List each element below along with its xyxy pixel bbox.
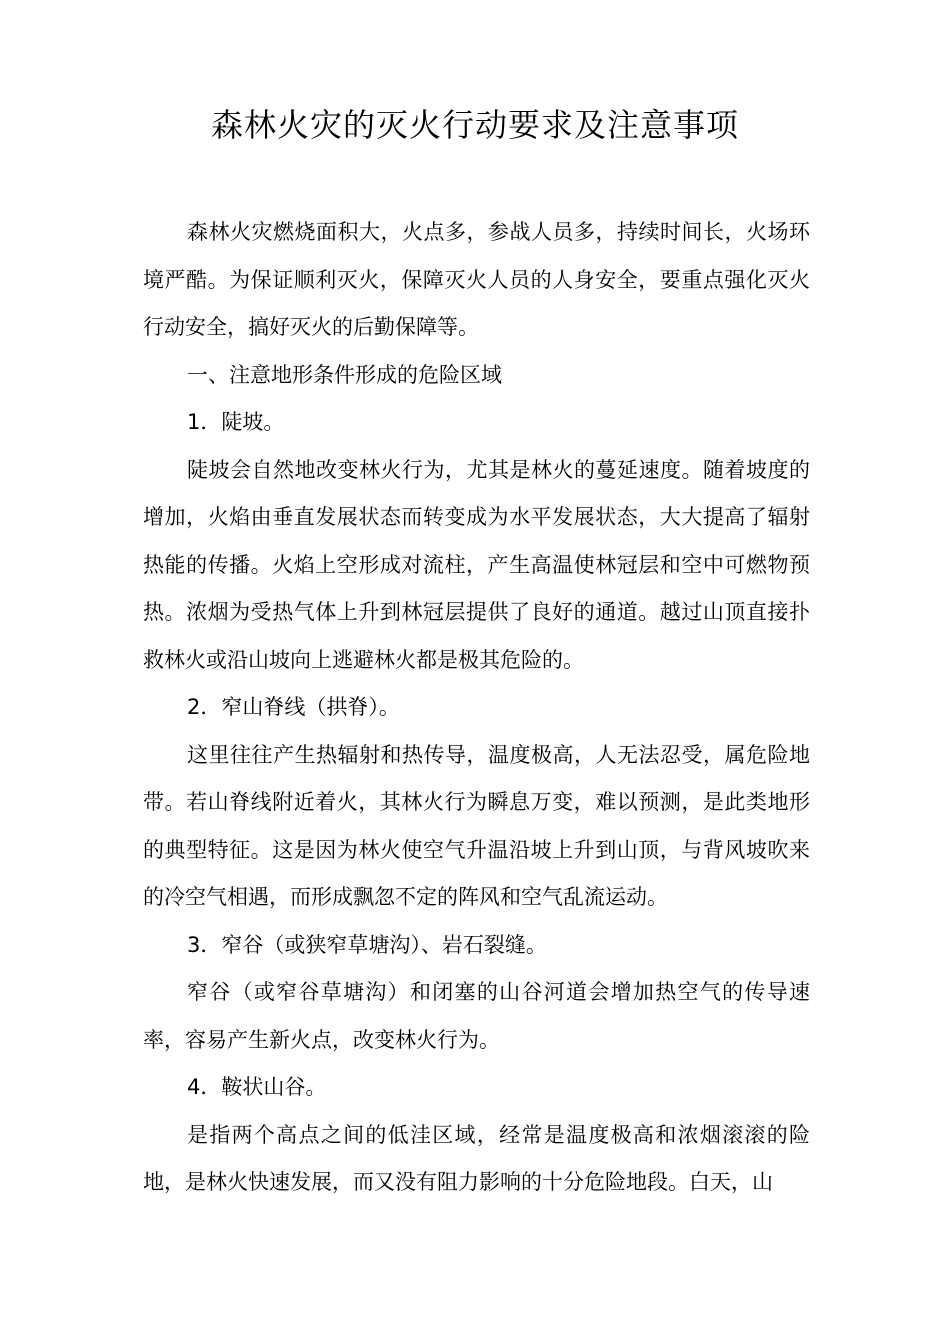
narrow-valley-paragraph: 窄谷（或窄谷草塘沟）和闭塞的山谷河道会增加热空气的传导速率，容易产生新火点，改变林火行为。 [143, 980, 810, 1052]
steep-slope-paragraph: 陡坡会自然地改变林火行为，尤其是林火的蔓延速度。随着坡度的增加，火焰由垂直发展状态而转变成为水平发展状态，大大提高了辐射热能的传播。火焰上空形成对流柱，产生高温使林冠层和空中可燃物预热。浓烟为受热气体上升到林冠层提供了良好的通道。越过山顶直接扑救林火或沿山坡向上逃避林火都是极其危险的。 [143, 457, 810, 672]
item-heading-saddle-valley: 4．鞍状山谷。 [187, 1075, 327, 1099]
document-title: 森林火灾的灭火行动要求及注意事项 [210, 106, 739, 144]
narrow-ridge-paragraph: 这里往往产生热辐射和热传导，温度极高，人无法忍受，属危险地带。若山脊线附近着火，其林火行为瞬息万变，难以预测，是此类地形的典型特征。这是因为林火使空气升温沿坡上升到山顶，与背风坡吹来的冷空气相遇，而形成飘忽不定的阵风和空气乱流运动。 [143, 742, 810, 909]
section-heading-terrain: 一、注意地形条件形成的危险区域 [187, 362, 502, 387]
intro-paragraph: 森林火灾燃烧面积大，火点多，参战人员多，持续时间长，火场环境严酷。为保证顺利灭火，保障灭火人员的人身安全，要重点强化灭火行动安全，搞好灭火的后勤保障等。 [143, 220, 810, 339]
item-heading-narrow-valley: 3．窄谷（或狭窄草塘沟）、岩石裂缝。 [187, 932, 547, 957]
document-body [143, 209, 810, 1207]
item-heading-steep-slope: 1．陡坡。 [187, 410, 285, 434]
item-heading-narrow-ridge: 2．窄山脊线（拱脊）。 [187, 695, 400, 719]
saddle-valley-paragraph: 是指两个高点之间的低洼区域，经常是温度极高和浓烟滚滚的险地，是林火快速发展，而又没有阻力影响的十分危险地段。白天，山 [143, 1122, 810, 1194]
